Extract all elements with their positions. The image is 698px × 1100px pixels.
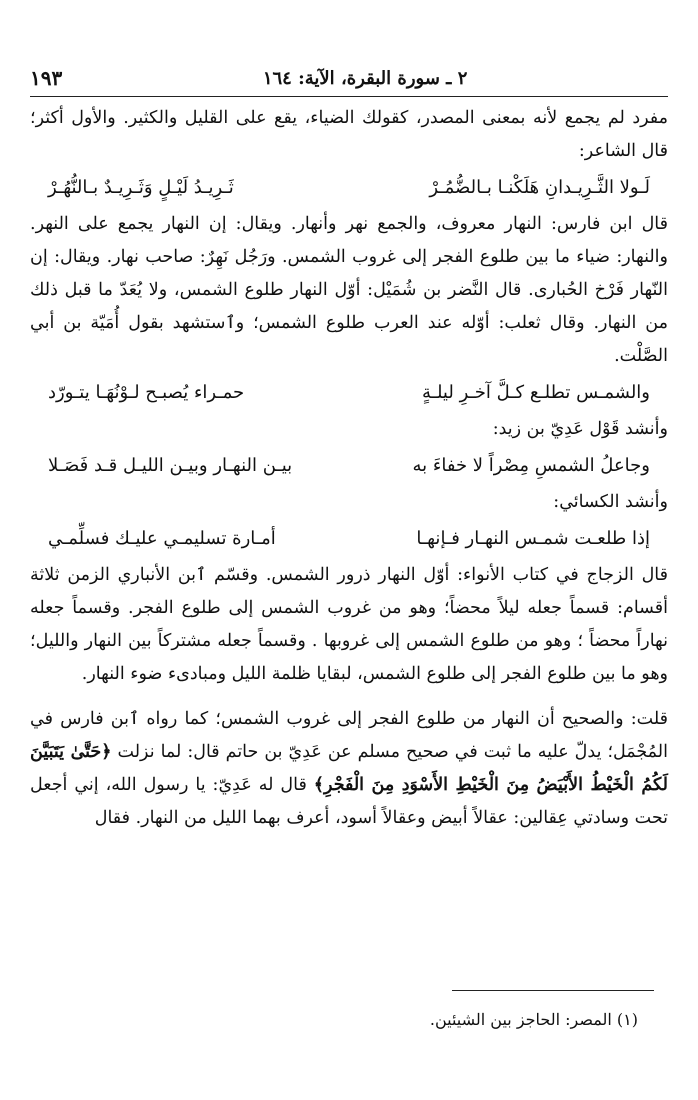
verse-first-hemistich: لَـولا الثَّـرِيـدانِ هَلَكْنـا بـالضُّمُـرْ xyxy=(429,177,650,198)
verse-second-hemistich: حمـراء يُصبـح لـوْنُهَـا يتـورّد xyxy=(48,382,245,403)
footnote: (١) المصر: الحاجز بين الشيئين. xyxy=(429,1010,638,1029)
quran-quote: ﴿حَتَّىٰ يَتَبَيَّنَ لَكُمُ الْخَيْطُ الأَبْيَضُ مِنَ الْخَيْطِ الأَسْوَدِ مِنَ الْفَجْرِ﴾ xyxy=(30,742,668,795)
paragraph: قال ابن فارس: النهار معروف، والجمع نهر وأنهار. ويقال: إن النهار يجمع على النهر. والنهار: ضياء ما بين طلوع الفجر إلى غروب الشمس. ورَجُل نَهِرٌ: صاحب نهار. ويقال: إن النّهار فَرْخ الحُبارى. قال النَّضر بن شُمَيْل: أوّل النهار طلوع الشمس، ولا يُعَدّ ما قبل ذلك من النهار. وقال ثعلب: أوّله عند العرب طلوع الشمس؛ وٱستشهد بقول أُمَيّة بن أبي الصَّلْت. xyxy=(30,214,668,366)
page-number: ١٩٣ xyxy=(30,66,63,90)
running-title: ٢ ـ سورة البقرة، الآية: ١٦٤ xyxy=(262,67,468,89)
verse-second-hemistich: أمـارة تسليمـي عليـك فسلِّمـي xyxy=(48,528,276,549)
verse-second-hemistich: بيـن النهـار وبيـن الليـل قـد فَصَـلا xyxy=(48,455,293,476)
poetry-verse xyxy=(30,168,668,208)
verse-first-hemistich: إذا طلعـت شمـس النهـار فـإنهـا xyxy=(416,528,650,549)
footnote-separator xyxy=(452,990,654,991)
verse-first-hemistich: والشمـس تطلـع كـلَّ آخـرِ ليلـةٍ xyxy=(422,382,650,403)
paragraph: وأنشد قَوْل عَدِيّ بن زيد: xyxy=(492,419,668,439)
paragraph-text: قال له عَدِيّ: يا رسول الله، إني أجعل تحت وسادتي عِقالين: عقالاً أبيض وعقالاً أسود، أعرف بهما الليل من النهار. فقال xyxy=(30,775,668,828)
paragraph: قال الزجاج في كتاب الأنواء: أوّل النهار ذرور الشمس. وقسّم ٱبن الأنباري الزمن ثلاثة أقسام: قسماً جعله ليلاً محضاً؛ وهو من غروب الشمس إلى طلوع الفجر. وقسماً جعله نهاراً محضاً ؛ وهو من طلوع الشمس إلى غروبها . وقسماً جعله مشتركاً بين النهار والليل؛ وهو ما بين طلوع الفجر إلى طلوع الشمس، لبقايا ظلمة الليل ومبادىء ضوء النهار. xyxy=(30,565,668,684)
verse-second-hemistich: ثَـرِيـدُ لَيْـلٍ وَثَـرِيـدٌ بـالنُّهُـرْ xyxy=(48,177,234,198)
poetry-verse xyxy=(30,519,668,559)
paragraph: مفرد لم يجمع لأنه بمعنى المصدر، كقولك الضياء، يقع على القليل والكثير. والأول أكثر؛ قال الشاعر: xyxy=(30,108,668,161)
paragraph-text: قلت: والصحيح أن النهار من طلوع الفجر إلى غروب الشمس؛ كما رواه ٱبن فارس في المُجْمَل؛ يدلّ عليه ما ثبت في صحيح مسلم عن عَدِيّ بن حاتم قال: لما نزلت xyxy=(30,709,668,762)
paragraph xyxy=(30,703,668,835)
page-header xyxy=(30,60,668,97)
poetry-verse xyxy=(30,373,668,413)
poetry-verse xyxy=(30,446,668,486)
main-text xyxy=(30,102,668,835)
verse-first-hemistich: وجاعلُ الشمسِ مِصْراً لا خفاءَ به xyxy=(412,455,650,476)
paragraph: وأنشد الكسائي: xyxy=(553,492,668,512)
paragraph-gap xyxy=(30,691,668,703)
